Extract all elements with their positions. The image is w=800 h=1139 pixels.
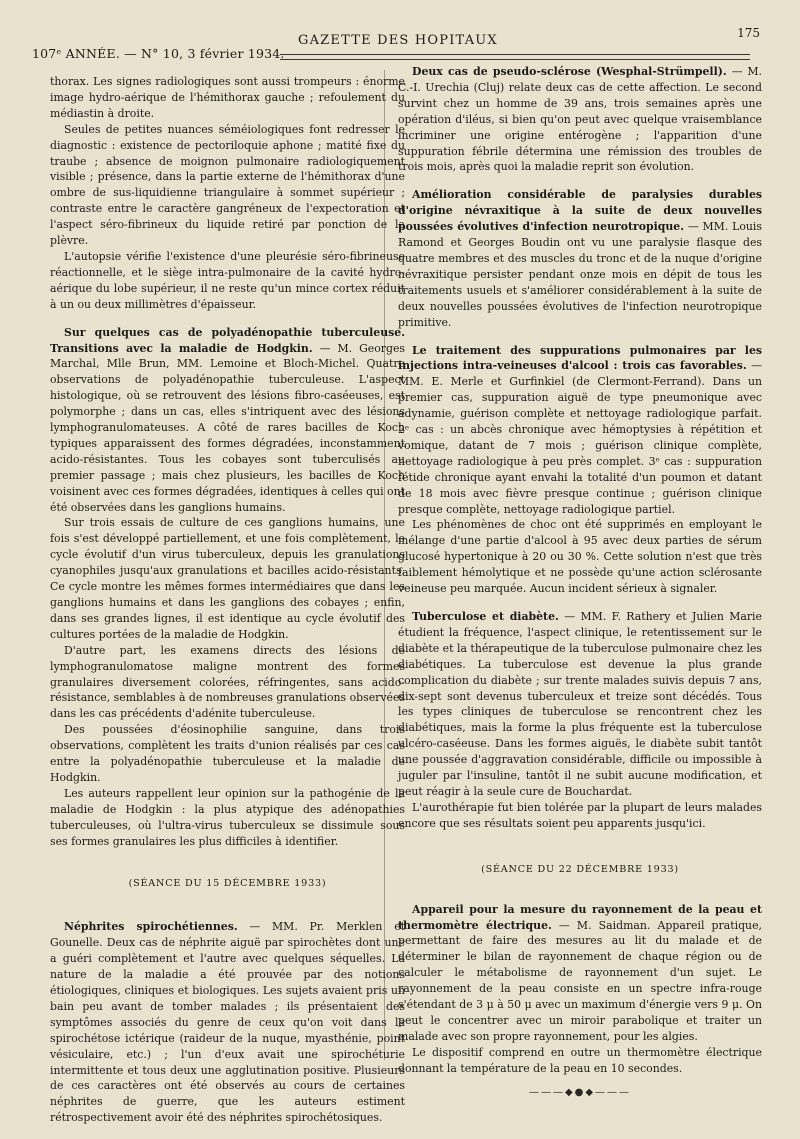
article-authors: — MM. F. Rathery et Julien Marie bbox=[564, 610, 762, 623]
article-authors: — MM. Louis Ramond et Georges Boudin bbox=[398, 220, 762, 250]
article-text: Quatre observations de polyadénopathie tuberculeuse. L'aspect histologique, où se retrouvent des lésions fibro-caséeuses, est polymorphe ; dans un cas, elles s'intriquent avec des lésions lymphogranulomateuses. A côté de rares bacilles de Koch typiques apparaissent des formes dégradées, inconstamment acido-résistantes. Tous les cobayes sont tuberculisés au premier passage ; mais chez plusieurs, les bacilles de Koch voisinent avec ces formes dégradées, identiques à celles qui ont été observées dans les ganglions humains. bbox=[50, 357, 405, 514]
header-rule bbox=[280, 54, 750, 60]
article-text: étudient la fréquence, l'aspect clinique, le retentissement sur le diabète et la thérapeutique de la tuberculose pulmonaire chez les diabétiques. La tuberculose est devenue la plus grande complication du diabète ; sur trente malades suivis depuis 7 ans, dix-sept sont devenus tuberculeux et treize sont décédés. Tous les types cliniques de tuberculose se rencontrent chez les diabétiques, mais la forme la plus fréquente est la tuberculose ulcéro-caséeuse. Dans les formes aiguës, le diabète subit tantôt une poussée d'aggravation considérable, difficile ou impossible à juguler par l'insuline, tantôt il ne subit aucune modification, et peut réagir à la seule cure de Bouchardat. bbox=[398, 625, 762, 798]
article-pseudo-sclerose bbox=[398, 64, 762, 175]
article-title: Deux cas de pseudo-sclérose (Wesphal-Strümpell). bbox=[412, 65, 727, 78]
article-title: Appareil pour la mesure du rayonnement de la peau et thermomètre électrique. bbox=[398, 902, 762, 932]
page-number: 175 bbox=[737, 26, 760, 40]
paragraph: Les auteurs rappellent leur opinion sur la pathogénie de la maladie de Hodgkin : la plus atypique des adénopathies tuberculeuses, où l'ultra-virus tuberculeux se dissimule sous ses formes granulaires les plus difficiles à identifier. bbox=[50, 786, 405, 848]
article-authors: — M. Saidman. bbox=[558, 918, 651, 932]
article-title: Sur quelques cas de polyadénopathie tuberculeuse. Transitions avec la maladie de Hodgkin. bbox=[50, 325, 405, 355]
article-polyadenopathie bbox=[50, 325, 405, 516]
article-suppurations bbox=[398, 343, 762, 518]
article-paralysies bbox=[398, 187, 762, 330]
article-text: ont vu une paralysie flasque des quatre membres et des muscles du tronc et de la nuque d'origine névraxitique persister pendant onze mois en dépit de tous les traitements usuels et s'améliorer considérablement à la suite de deux nouvelles poussées évolutives de l'infection neurotropique primitive. bbox=[398, 236, 762, 329]
article-authors: — M. C.-I. Urechia (Cluj) bbox=[398, 65, 762, 94]
issue-line: 107ᵉ ANNÉE. — N° 10, 3 février 1934. bbox=[32, 46, 285, 61]
article-text: Appareil pratique, permettant de faire des mesures au lit du malade et de déterminer le bilan de rayonnement de chaque région ou de calculer le métabolisme de rayonnement d'un sujet. Le rayonnement de la peau consiste en un spectre infra-rouge s'étendant de 3 μ à 50 μ avec un maximum d'énergie vers 9 μ. On peut le concentrer avec un miroir parabolique et traiter un malade avec son propre rayonnement, pour les algies. bbox=[398, 918, 762, 1043]
paragraph: Le dispositif comprend en outre un thermomètre électrique donnant la température de la peau en 10 secondes. bbox=[398, 1045, 762, 1075]
article-title: Tuberculose et diabète. bbox=[412, 610, 559, 623]
article-tuberculose-diabete bbox=[398, 609, 762, 800]
right-column bbox=[398, 64, 762, 1100]
end-ornament: ———◆●◆——— bbox=[528, 1086, 632, 1098]
article-authors: — M. Georges Marchal, Mlle Brun, MM. Lemoine et Bloch-Michel. bbox=[50, 341, 406, 371]
article-title: Le traitement des suppurations pulmonaires par les injections intra-veineuses d'alcool : trois cas favorables. bbox=[398, 343, 762, 373]
article-authors: — MM. Pr. Merklen et Gounelle. bbox=[50, 920, 406, 950]
article-authors: — MM. E. Merle et Gurfinkiel (de Clermont-Ferrand). bbox=[398, 359, 762, 389]
paragraph: L'autopsie vérifie l'existence d'une pleurésie séro-fibrineuse réactionnelle, et le siège intra-pulmonaire de la cavité hydro-aérique du lobe supérieur, il ne reste qu'un mince cortex réduit à un ou deux millimètres d'épaisseur. bbox=[50, 249, 405, 311]
paragraph: Sur trois essais de culture de ces ganglions humains, une fois s'est développé partiellement, et une fois complètement, le cycle évolutif d'un virus tuberculeux, depuis les granulations cyanophiles jusqu'aux granulations et bacilles acido-résistants. Ce cycle montre les mêmes formes intermédiaires que dans les ganglions humains et dans les ganglions des cobayes ; enfin, dans ses grandes lignes, il est identique au cycle évolutif des cultures portées de la maladie de Hodgkin. bbox=[50, 516, 405, 641]
paragraph: Des poussées d'éosinophilie sanguine, dans trois observations, complètent les traits d'union réalisés par ces cas entre la polyadénopathie tuberculeuse et la maladie de Hodgkin. bbox=[50, 723, 405, 784]
article-text: Dans un premier cas, suppuration aiguë de type pneumonique avec adynamie, guérison complète et nettoyage radiologique parfait. 2ᵉ cas : un abcès chronique avec hémoptysies à répétition et vomique, datant de 7 mois ; guérison clinique complète, nettoyage radiologique à peu près complet. 3ᵉ cas : suppuration fétide chronique ayant envahi la totalité d'un poumon et datant de 18 mois avec fièvre presque continue ; guérison clinique presque complète, nettoyage radiologique partiel. bbox=[398, 375, 762, 516]
page-header bbox=[30, 22, 770, 64]
paragraph: Seules de petites nuances séméiologiques font redresser le diagnostic : existence de pectoriloquie aphone ; matité fixe du traube ; absence de moignon pulmonaire radiologiquement visible ; présence, dans la partie externe de l'hémithorax d'une ombre de sus-liquidienne triangulaire à sommet supérieur ; contraste entre le caractère gangréneux de l'expectoration et l'aspect séro-fibrineux du liquide retiré par ponction de la plèvre. bbox=[50, 122, 405, 248]
paragraph: D'autre part, les examens directs des lésions de lymphogranulomatose maligne montrent des formes granulaires diversement colorées, réfringentes, sans acido-résistance, semblables à de nombreuses granulations observées dans les cas précédents d'adénite tuberculeuse. bbox=[50, 643, 405, 721]
article-appareil bbox=[398, 902, 762, 1045]
session-heading: (SÉANCE DU 22 DÉCEMBRE 1933) bbox=[481, 863, 679, 875]
paragraph: thorax. Les signes radiologiques sont aussi trompeurs : énorme image hydro-aérique de l'hémithorax gauche ; refoulement du médiastin à droite. bbox=[50, 75, 405, 120]
article-title: Néphrites spirochétiennes. bbox=[64, 920, 238, 934]
article-title: Amélioration considérable de paralysies durables d'origine névraxitique à la suite de deux nouvelles poussées évolutives d'infection neurotropique. bbox=[398, 188, 762, 234]
article-text: Deux cas de néphrite aiguë par spirochètes dont une a guéri complètement et l'autre avec quelques séquelles. La nature de la maladie a été prouvée par des notions étiologiques, cliniques et biologiques. Les sujets avaient pris un bain peu avant de tomber malades ; ils présentaient des symptômes associés du genre de ceux qu'on voit dans la spirochétose ictérique (raideur de la nuque, myasthénie, point vésiculaire, etc.) ; l'un d'eux avait une spirochéturie intermittente et tous deux une agglutination positive. Plusieurs de ces caractères ont été observés au cours de certaines néphrites de guerre, que les auteurs estiment rétrospectivement avoir été des néphrites spirochétosiques. bbox=[50, 936, 405, 1125]
session-heading: (SÉANCE DU 15 DÉCEMBRE 1933) bbox=[128, 877, 327, 889]
left-column bbox=[50, 74, 405, 1126]
article-nephrites bbox=[50, 919, 405, 1126]
article-text: relate deux cas de cette affection. Le second survint chez un homme de 39 ans, trois semaines après une opération d'iléus, si bien qu'on peut avec quelque vraisemblance incriminer une origine entérogène ; l'apparition d'une suppuration fébrile détermina une rémission des troubles de trois mois, après quoi la maladie reprit son évolution. bbox=[398, 80, 762, 174]
paragraph: Les phénomènes de choc ont été supprimés en employant le mélange d'une partie d'alcool à 95 avec deux parties de sérum glucosé hypertonique à 20 ou 30 %. Cette solution n'est que très faiblement hémolytique et ne possède qu'une action sclérosante veineuse peu marquée. Aucun incident sérieux à signaler. bbox=[398, 518, 762, 596]
paragraph: L'aurothérapie fut bien tolérée par la plupart de leurs malades encore que ses résultats soient peu apparents jusqu'ici. bbox=[398, 800, 762, 830]
journal-title: GAZETTE DES HOPITAUX bbox=[298, 33, 498, 48]
